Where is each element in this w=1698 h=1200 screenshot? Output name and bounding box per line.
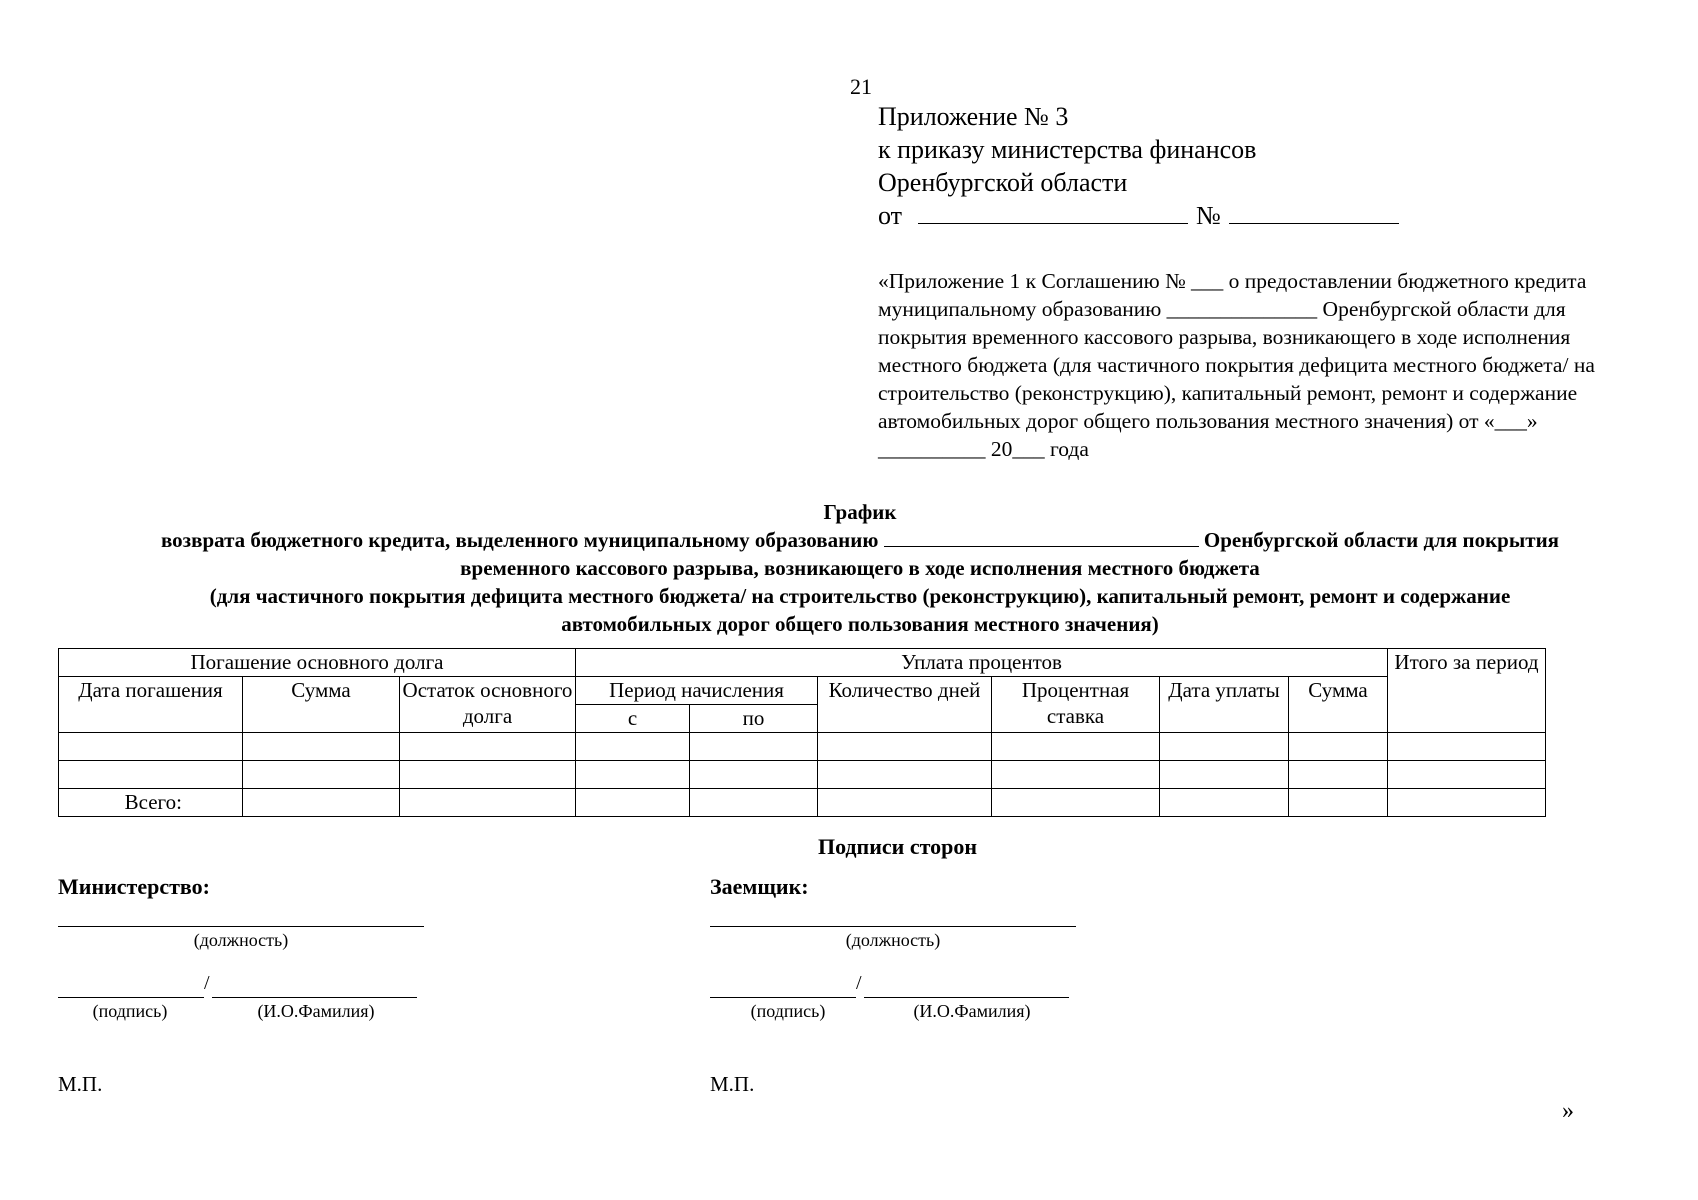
borrower-slash: / [856,972,862,994]
ministry-slash: / [204,972,210,994]
header-accrual-period: Период начисления [576,677,818,705]
borrower-position-caption: (должность) [845,930,941,950]
appendix-date-number-line [878,199,1399,232]
title-line-2: временного кассового разрыва, возникающего в ходе исполнения местного бюджета [460,556,1260,580]
ministry-position-line[interactable] [58,926,424,927]
header-period-from: с [576,705,690,733]
appendix-line-2: к приказу министерства финансов [878,135,1257,164]
municipality-blank [884,526,1199,547]
table-row [59,733,1546,761]
repayment-schedule-table [58,648,1546,817]
number-label: № [1196,201,1221,230]
ministry-signature-line[interactable] [58,997,204,998]
appendix-line-1: Приложение № 3 [878,102,1069,131]
ministry-signature-caption: (подпись) [92,1001,168,1021]
appendix-line-3: Оренбургской области [878,168,1128,197]
ministry-position-caption: (должность) [193,930,289,950]
header-repayment-date: Дата погашения [59,677,243,733]
header-period-to: по [690,705,818,733]
header-amount: Сумма [243,677,400,733]
borrower-stamp: М.П. [710,1072,755,1096]
ministry-name-caption: (И.О.Фамилия) [257,1001,375,1021]
agreement-reference: «Приложение 1 к Соглашению № ___ о предоставлении бюджетного кредита муниципальному образованию ______________ Оренбургской области для покрытия временного кассового разрыва, возникающего в ходе исполнения местного бюджета (для частичного покрытия дефицита местного бюджета/ на строительство (реконструкцию), капитальный ремонт, ремонт и содержание автомобильных дорог общего пользования местного значения) от «___» __________ 20___ года [878,269,1595,461]
header-days-count: Количество дней [818,677,992,733]
number-blank [1229,199,1399,224]
borrower-position-line[interactable] [710,926,1076,927]
header-interest-rate: Процентная ставка [992,677,1160,733]
header-principal-balance: Остаток основного долга [400,677,576,733]
page-number: 21 [850,74,872,99]
borrower-label: Заемщик: [710,874,809,899]
signatures-title: Подписи сторон [817,834,978,859]
header-payment-date: Дата уплаты [1160,677,1289,733]
total-row [59,789,1546,817]
header-interest-amount: Сумма [1289,677,1388,733]
header-principal-repayment: Погашение основного долга [59,649,576,677]
ministry-stamp: М.П. [58,1072,103,1096]
closing-quote: » [1562,1098,1574,1124]
table-row [59,761,1546,789]
total-label: Всего: [59,789,243,817]
title-line-1: возврата бюджетного кредита, выделенного муниципальному образованию Оренбургской области для покрытия [160,528,1560,552]
from-label: от [878,201,903,230]
document-title [60,498,1660,638]
borrower-name-line[interactable] [864,997,1069,998]
appendix-header [878,100,1399,232]
header-interest-payment: Уплата процентов [576,649,1388,677]
title-line-3: (для частичного покрытия дефицита местного бюджета/ на строительство (реконструкцию), капитальный ремонт, ремонт и содержание [209,584,1511,608]
borrower-signature-caption: (подпись) [750,1001,826,1021]
borrower-name-caption: (И.О.Фамилия) [913,1001,1031,1021]
header-total-period: Итого за период [1388,649,1546,733]
borrower-signature-line[interactable] [710,997,856,998]
ministry-name-line[interactable] [212,997,417,998]
title-line-4: автомобильных дорог общего пользования местного значения) [561,612,1159,636]
ministry-label: Министерство: [58,874,210,899]
title-heading: График [823,500,897,524]
date-blank [918,199,1188,224]
